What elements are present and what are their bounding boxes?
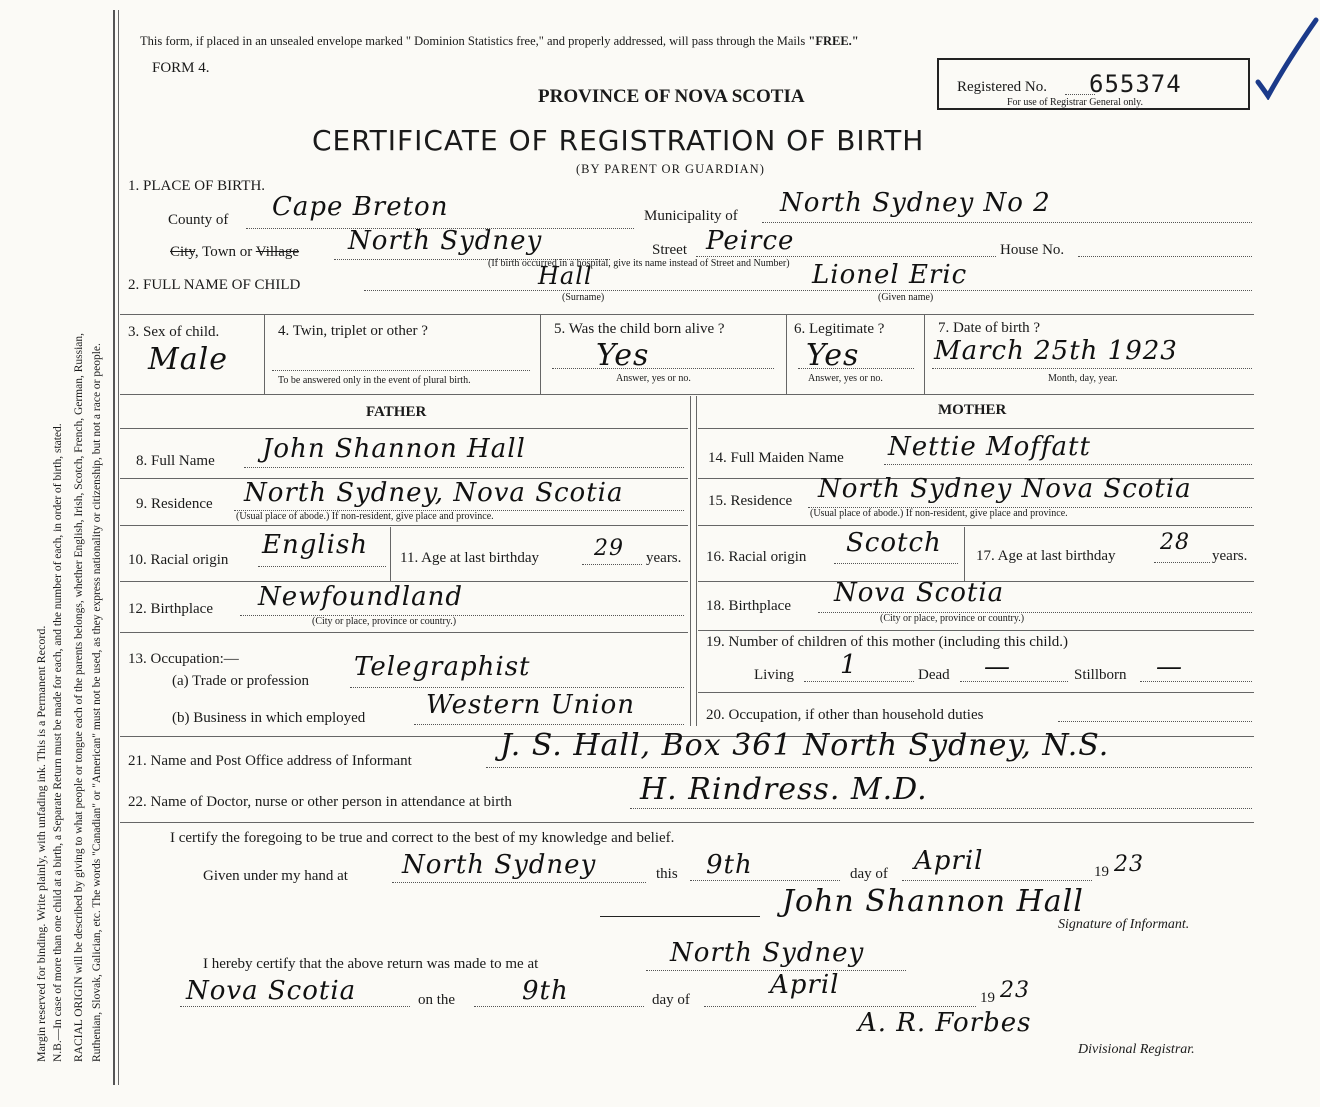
father-residence-note: (Usual place of abode.) If non-resident, give place and province. (236, 511, 494, 522)
city-value: North Sydney (348, 226, 543, 256)
father-age-value: 29 (594, 536, 624, 561)
sex-value: Male (148, 342, 228, 377)
mother-racial-label: 16. Racial origin (706, 549, 807, 565)
registered-number-box (937, 58, 1250, 110)
informant-label: 21. Name and Post Office address of Informant (128, 753, 412, 769)
given-name-note: (Given name) (878, 292, 934, 303)
registrar-dayof-label: day of (652, 992, 690, 1008)
dead-label: Dead (918, 667, 950, 683)
father-age-label: 11. Age at last birthday (400, 550, 539, 566)
check-mark-icon (1254, 16, 1320, 100)
mother-birthplace-note: (City or place, province or country.) (880, 613, 1025, 624)
city-label: City, Town or Village (170, 244, 300, 260)
hospital-note: (If birth occurred in a hospital, give its name instead of Street and Number) (488, 258, 790, 269)
margin-note-racial-origin-2: Ruthenian, Slovak, Galician, etc. The words "Canadian" or "American" must not be used, as they express nationality or citizenship, but not a race or people. (91, 343, 103, 1062)
registrar-month-value: April (770, 970, 840, 1000)
margin-rule (113, 10, 115, 1085)
child-surname-value: Hall (538, 262, 593, 290)
given-under-label: Given under my hand at (203, 868, 348, 884)
father-racial-value: English (262, 530, 369, 560)
margin-note-multiple-births: N.B.—In case of more than one child at a birth, a Separate Return must be made for each, and the number of each, in order of birth, stated. (52, 423, 64, 1062)
this-label: this (656, 866, 678, 882)
registrar-onthe-label: on the (418, 992, 456, 1008)
child-given-name-value: Lionel Eric (812, 260, 968, 290)
twin-label: 4. Twin, triplet or other ? (278, 323, 428, 339)
given-day-value: 9th (706, 850, 753, 880)
registered-label: Registered No. (957, 79, 1047, 95)
child-name-label: 2. FULL NAME OF CHILD (128, 277, 301, 293)
page-subtitle: (BY PARENT OR GUARDIAN) (576, 162, 765, 176)
mother-name-label: 14. Full Maiden Name (708, 450, 844, 466)
given-dayof-label: day of (850, 866, 888, 882)
certification-statement: I certify the foregoing to be true and correct to the best of my knowledge and belief. (170, 830, 675, 846)
registrar-signature: A. R. Forbes (858, 1008, 1032, 1038)
given-year-prefix: 19 (1094, 864, 1109, 880)
twin-note: To be answered only in the event of plural birth. (278, 375, 471, 386)
form-number: FORM 4. (152, 60, 210, 76)
mother-age-label: 17. Age at last birthday (976, 548, 1116, 564)
mother-residence-note: (Usual place of abode.) If non-resident, give place and province. (810, 508, 1068, 519)
father-residence-label: 9. Residence (136, 496, 213, 512)
father-business-label: (b) Business in which employed (172, 710, 366, 726)
margin-rule-inner (118, 10, 119, 1085)
mother-age-unit: years. (1212, 548, 1248, 564)
stillborn-value: — (1156, 652, 1183, 682)
street-value: Peirce (706, 226, 795, 256)
given-year-value: 23 (1114, 852, 1144, 877)
informant-value: J. S. Hall, Box 361 North Sydney, N.S. (500, 728, 1110, 763)
mother-age-value: 28 (1160, 530, 1190, 555)
registrar-year-prefix: 19 (980, 990, 995, 1006)
father-business-value: Western Union (426, 690, 635, 720)
mother-name-value: Nettie Moffatt (888, 432, 1091, 462)
dead-value: — (984, 652, 1011, 682)
province-heading: PROVINCE OF NOVA SCOTIA (538, 86, 805, 107)
page-title: CERTIFICATE OF REGISTRATION OF BIRTH (312, 124, 925, 157)
father-trade-label: (a) Trade or profession (172, 673, 310, 689)
given-month-value: April (914, 846, 984, 876)
registrar-province-value: Nova Scotia (186, 976, 357, 1006)
municipality-value: North Sydney No 2 (780, 188, 1051, 218)
doctor-label: 22. Name of Doctor, nurse or other person in attendance at birth (128, 794, 512, 810)
date-of-birth-label: 7. Date of birth ? (938, 320, 1041, 336)
informant-signature: John Shannon Hall (782, 884, 1084, 919)
county-label: County of (168, 212, 229, 228)
alive-note: Answer, yes or no. (616, 373, 691, 384)
father-heading: FATHER (366, 404, 427, 420)
father-occupation-label: 13. Occupation:— (128, 651, 239, 667)
registrar-note: For use of Registrar General only. (1007, 97, 1143, 108)
father-racial-label: 10. Racial origin (128, 552, 229, 568)
registrar-signature-label: Divisional Registrar. (1078, 1042, 1195, 1057)
registrar-place-value: North Sydney (670, 938, 865, 968)
date-of-birth-note: Month, day, year. (1048, 373, 1118, 384)
margin-note-racial-origin-1: RACIAL ORIGIN will be described by giving to what people or tongue each of the parents belongs, whether English, Irish, Scotch, French, German, Russian, (73, 332, 85, 1062)
children-count-label: 19. Number of children of this mother (including this child.) (706, 634, 1069, 650)
father-birthplace-value: Newfoundland (258, 582, 464, 612)
street-label: Street (652, 242, 687, 258)
mother-residence-value: North Sydney Nova Scotia (818, 474, 1192, 504)
alive-label: 5. Was the child born alive ? (554, 321, 725, 337)
date-of-birth-value: March 25th 1923 (934, 336, 1178, 366)
doctor-value: H. Rindress. M.D. (640, 772, 928, 807)
living-label: Living (754, 667, 794, 683)
legitimate-value: Yes (806, 338, 860, 373)
father-name-value: John Shannon Hall (262, 434, 526, 464)
legitimate-note: Answer, yes or no. (808, 373, 883, 384)
mother-occupation-label: 20. Occupation, if other than household duties (706, 707, 984, 723)
alive-value: Yes (596, 338, 650, 373)
mother-racial-value: Scotch (846, 528, 942, 558)
mother-residence-label: 15. Residence (708, 493, 793, 509)
registered-number: 655374 (1089, 70, 1182, 98)
father-birthplace-note: (City or place, province or country.) (312, 616, 457, 627)
surname-note: (Surname) (562, 292, 605, 303)
living-value: 1 (840, 650, 858, 680)
informant-signature-label: Signature of Informant. (1058, 917, 1190, 932)
county-value: Cape Breton (272, 192, 449, 222)
father-trade-value: Telegraphist (354, 652, 531, 682)
mail-free: "FREE." (808, 34, 859, 48)
mother-birthplace-value: Nova Scotia (834, 578, 1005, 608)
margin-note-binding: Margin reserved for binding. Write plainly, with unfading ink. This is a Permanent Record. (34, 625, 48, 1062)
municipality-label: Municipality of (644, 208, 738, 224)
mother-birthplace-label: 18. Birthplace (706, 598, 791, 614)
place-of-birth-heading: 1. PLACE OF BIRTH. (128, 178, 266, 194)
given-place-value: North Sydney (402, 850, 597, 880)
sex-label: 3. Sex of child. (128, 324, 220, 340)
father-residence-value: North Sydney, Nova Scotia (244, 478, 624, 508)
registrar-year-value: 23 (1000, 978, 1030, 1003)
stillborn-label: Stillborn (1074, 667, 1127, 683)
father-age-unit: years. (646, 550, 682, 566)
mail-notice: This form, if placed in an unsealed envelope marked " Dominion Statistics free," and properly addressed, will pass through the Mails "FREE." (140, 34, 859, 48)
mother-heading: MOTHER (938, 402, 1007, 418)
legitimate-label: 6. Legitimate ? (794, 321, 885, 337)
father-name-label: 8. Full Name (136, 453, 215, 469)
registrar-day-value: 9th (522, 976, 569, 1006)
house-number-label: House No. (1000, 242, 1065, 258)
registrar-statement: I hereby certify that the above return was made to me at (203, 956, 539, 972)
father-birthplace-label: 12. Birthplace (128, 601, 213, 617)
